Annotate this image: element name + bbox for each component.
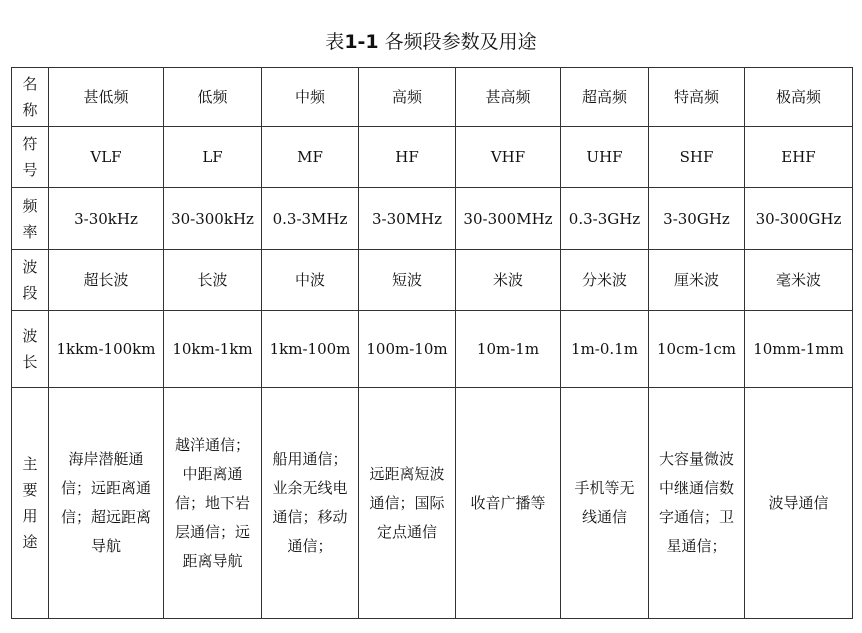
row-header-char: 波 <box>22 258 38 276</box>
table-row-frequency <box>12 188 853 250</box>
table-cell: 极高频 <box>745 68 853 127</box>
table-cell: MF <box>262 127 359 188</box>
table-cell: 甚低频 <box>49 68 164 127</box>
table-title-number: 1-1 <box>344 31 379 53</box>
row-header-char: 频 <box>22 196 38 215</box>
table-cell: SHF <box>649 127 745 188</box>
row-header-name <box>12 68 49 127</box>
table-cell: 分米波 <box>561 250 649 311</box>
table-cell-usage: 远距离短波通信；国际定点通信 <box>359 388 456 619</box>
table-cell: 超长波 <box>49 250 164 311</box>
row-header-char: 主 <box>22 455 38 473</box>
table-cell-usage: 越洋通信；中距离通信；地下岩层通信；远距离导航 <box>164 388 262 619</box>
row-header-char: 号 <box>22 161 38 179</box>
table-cell: 30-300MHz <box>456 188 561 250</box>
table-cell: 1km-100m <box>262 311 359 388</box>
table-cell: 10cm-1cm <box>649 311 745 388</box>
table-cell: 1m-0.1m <box>561 311 649 388</box>
table-cell-usage: 海岸潜艇通信；远距离通信；超远距离导航 <box>49 388 164 619</box>
table-cell: 0.3-3MHz <box>262 188 359 250</box>
row-header-char: 波 <box>22 327 38 345</box>
table-cell: 特高频 <box>649 68 745 127</box>
table-cell-usage: 收音广播等 <box>456 388 561 619</box>
table-cell: 毫米波 <box>745 250 853 311</box>
row-header-char: 长 <box>22 353 38 371</box>
frequency-band-table <box>11 67 853 619</box>
table-cell: 超高频 <box>561 68 649 127</box>
table-cell: 30-300kHz <box>164 188 262 250</box>
table-cell: 中波 <box>262 250 359 311</box>
table-row-name <box>12 68 853 127</box>
table-cell-usage: 手机等无线通信 <box>561 388 649 619</box>
table-cell: 长波 <box>164 250 262 311</box>
table-cell: 厘米波 <box>649 250 745 311</box>
table-cell: 中频 <box>262 68 359 127</box>
table-cell: VLF <box>49 127 164 188</box>
table-title-prefix: 表 <box>325 31 345 53</box>
table-title-text: 各频段参数及用途 <box>378 31 537 53</box>
row-header-symbol <box>12 127 49 188</box>
table-cell: EHF <box>745 127 853 188</box>
table-cell: 短波 <box>359 250 456 311</box>
row-header-wavelength <box>12 311 49 388</box>
table-cell: HF <box>359 127 456 188</box>
table-row-symbol <box>12 127 853 188</box>
row-header-char: 途 <box>22 533 38 551</box>
table-cell: 3-30MHz <box>359 188 456 250</box>
table-cell: VHF <box>456 127 561 188</box>
table-cell: 3-30kHz <box>49 188 164 250</box>
table-cell: UHF <box>561 127 649 188</box>
table-cell: 10km-1km <box>164 311 262 388</box>
table-cell: 高频 <box>359 68 456 127</box>
table-cell: 低频 <box>164 68 262 127</box>
table-cell-usage: 船用通信；业余无线电通信；移动通信； <box>262 388 359 619</box>
row-header-char: 段 <box>22 284 38 302</box>
row-header-band <box>12 250 49 311</box>
table-cell: 米波 <box>456 250 561 311</box>
table-cell-usage: 波导通信 <box>745 388 853 619</box>
table-cell: 100m-10m <box>359 311 456 388</box>
table-cell: 甚高频 <box>456 68 561 127</box>
table-row-wavelength <box>12 311 853 388</box>
table-cell-usage: 大容量微波中继通信数字通信；卫星通信； <box>649 388 745 619</box>
table-title <box>0 29 862 55</box>
table-cell: 3-30GHz <box>649 188 745 250</box>
table-cell: LF <box>164 127 262 188</box>
row-header-char: 符 <box>22 135 38 153</box>
table-cell: 10m-1m <box>456 311 561 388</box>
table-cell: 0.3-3GHz <box>561 188 649 250</box>
row-header-char: 用 <box>22 507 38 525</box>
table-cell: 30-300GHz <box>745 188 853 250</box>
row-header-usage <box>12 388 49 619</box>
row-header-frequency <box>12 188 49 250</box>
row-header-char: 称 <box>22 101 38 119</box>
table-row-band <box>12 250 853 311</box>
row-header-char: 率 <box>22 222 38 241</box>
row-header-char: 要 <box>22 481 38 499</box>
table-cell: 10mm-1mm <box>745 311 853 388</box>
table-row-usage <box>12 388 853 619</box>
row-header-char: 名 <box>22 75 38 93</box>
table-cell: 1kkm-100km <box>49 311 164 388</box>
